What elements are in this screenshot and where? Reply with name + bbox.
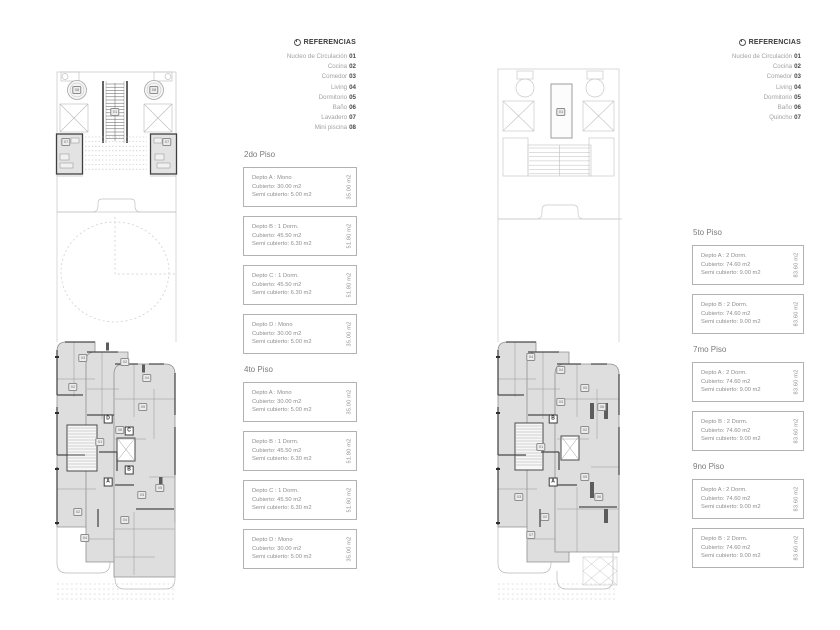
legend-item-label: Quincho: [769, 114, 793, 122]
apartment-total-area: [343, 315, 356, 353]
apartment-semi-covered-area: Semi cubierto: 6.30 m2: [252, 505, 312, 512]
room-number-marker: 01: [536, 443, 545, 451]
apartment-name: Depto A : Mono: [252, 175, 292, 181]
floor-heading: 4to Piso: [244, 365, 273, 374]
legend-item-label: Living: [330, 83, 348, 91]
legend-item-number: 04: [794, 83, 801, 91]
room-number-marker: 02: [73, 508, 82, 516]
apartment-covered-area: Cubierto: 74.60 m2: [701, 378, 751, 385]
apartment-total-area: [343, 168, 356, 206]
apartment-info-box: [243, 480, 357, 520]
legend-item-label: Mini piscina: [314, 124, 348, 132]
apartment-semi-covered-area: Semi cubierto: 9.00 m2: [701, 319, 761, 326]
apartment-name: Depto C : 1 Dorm.: [252, 273, 299, 279]
apartment-total-text: 35.00 m2: [346, 174, 353, 200]
apartment-name: Depto B : 1 Dorm.: [252, 224, 299, 230]
apartment-semi-covered-area: Semi cubierto: 6.30 m2: [252, 290, 312, 297]
legend-item-label: Lavadero: [321, 114, 348, 122]
legend-item: [669, 93, 801, 103]
legend-item-number: 06: [349, 104, 356, 112]
room-number-marker: 02: [580, 426, 589, 434]
north-indicator-icon: [294, 39, 301, 46]
legend-item: [224, 83, 356, 93]
apartment-total-text: 51.80 m2: [346, 487, 353, 513]
floor-plan-left: [54, 57, 179, 602]
room-number-marker: 08: [149, 86, 158, 94]
apartment-total-text: 51.80 m2: [346, 223, 353, 249]
apartment-total-area: [343, 481, 356, 519]
floor-section: [243, 150, 357, 354]
legend-item: [224, 103, 356, 113]
apartment-covered-area: Cubierto: 30.00 m2: [252, 398, 302, 405]
room-number-marker: 03: [137, 491, 146, 499]
room-number-marker: 02: [68, 383, 77, 391]
apartment-info-box: [692, 362, 804, 402]
floor-plan-right: [495, 57, 625, 602]
apartment-total-text: 35.00 m2: [346, 321, 353, 347]
apartment-total-area: [343, 432, 356, 470]
legend-item-label: Cocina: [327, 63, 348, 71]
legend-item-label: Cocina: [772, 63, 793, 71]
legend-item-label: Comedor: [321, 73, 348, 81]
legend-item-number: 01: [349, 53, 356, 60]
room-number-marker: 04: [120, 516, 129, 524]
apartment-covered-area: Cubierto: 30.00 m2: [252, 330, 302, 337]
apartment-total-text: 83.60 m2: [793, 418, 800, 444]
apartment-total-area: [343, 530, 356, 568]
floor-info-column-left: [243, 150, 357, 580]
legend-item: [669, 52, 801, 62]
legend-title: [669, 39, 801, 46]
apartment-name: Depto C : 1 Dorm.: [252, 488, 299, 494]
floor-heading: 9no Piso: [693, 462, 725, 471]
north-indicator-icon: [739, 39, 746, 46]
unit-letter-marker: A: [104, 478, 113, 487]
apartment-total-text: 83.60 m2: [793, 369, 800, 395]
apartment-total-area: [790, 529, 803, 567]
apartment-info-box: [243, 216, 357, 256]
plan-right-markers: [495, 57, 625, 602]
room-number-marker: 05: [138, 403, 147, 411]
apartment-name: Depto A : Mono: [252, 390, 292, 396]
apartment-semi-covered-area: Semi cubierto: 9.00 m2: [701, 504, 761, 511]
apartment-info-box: [692, 294, 804, 334]
legend-item-number: 07: [349, 114, 356, 122]
room-number-marker: 06: [597, 403, 606, 411]
apartment-covered-area: Cubierto: 74.60 m2: [701, 427, 751, 434]
room-number-marker: 06: [115, 426, 124, 434]
apartment-semi-covered-area: Semi cubierto: 5.00 m2: [252, 554, 312, 561]
room-number-marker: 02: [120, 358, 129, 366]
apartment-total-area: [343, 383, 356, 421]
unit-letter-marker: B: [549, 415, 558, 424]
room-number-marker: 04: [556, 366, 565, 374]
room-number-marker: 02: [540, 513, 549, 521]
unit-letter-marker: C: [125, 427, 134, 436]
legend-item-number: 01: [794, 53, 801, 60]
apartment-name: Depto A : 2 Dorm.: [701, 487, 747, 493]
floor-heading: 2do Piso: [244, 150, 276, 159]
apartment-info-box: [243, 265, 357, 305]
floor-section: [692, 462, 804, 568]
legend-item-number: 05: [794, 93, 801, 101]
room-number-marker: 03: [514, 493, 523, 501]
apartment-total-area: [790, 246, 803, 284]
apartment-info-box: [692, 245, 804, 285]
apartment-info-box: [243, 431, 357, 471]
apartment-semi-covered-area: Semi cubierto: 6.30 m2: [252, 241, 312, 248]
apartment-name: Depto A : 2 Dorm.: [701, 253, 747, 259]
floor-info-column-right: [692, 228, 804, 579]
apartment-name: Depto B : 2 Dorm.: [701, 536, 748, 542]
unit-letter-marker: B: [125, 466, 134, 475]
legend-item: [224, 123, 356, 133]
legend-item: [669, 113, 801, 123]
room-number-marker: 06: [594, 493, 603, 501]
floor-heading: 5to Piso: [693, 228, 722, 237]
room-number-marker: 05: [580, 384, 589, 392]
apartment-total-area: [790, 295, 803, 333]
apartment-total-text: 35.00 m2: [346, 536, 353, 562]
apartment-total-text: 51.80 m2: [346, 438, 353, 464]
apartment-info-box: [243, 167, 357, 207]
room-number-marker: 07: [526, 531, 535, 539]
legend-item: [224, 52, 356, 62]
apartment-info-box: [692, 528, 804, 568]
room-number-marker: 01: [556, 108, 565, 116]
apartment-name: Depto B : 2 Dorm.: [701, 302, 748, 308]
apartment-info-box: [692, 479, 804, 519]
apartment-covered-area: Cubierto: 74.60 m2: [701, 310, 751, 317]
floor-section: [243, 365, 357, 569]
legend-item: [669, 62, 801, 72]
apartment-total-area: [343, 266, 356, 304]
apartment-total-area: [790, 363, 803, 401]
apartment-covered-area: Cubierto: 45.50 m2: [252, 447, 302, 454]
legend-title-text: REFERENCIAS: [748, 39, 801, 46]
apartment-total-text: 51.80 m2: [346, 272, 353, 298]
legend-item-label: Nucleo de Circulación: [286, 53, 348, 60]
room-number-marker: 07: [61, 138, 70, 146]
legend-item-label: Nucleo de Circulación: [731, 53, 793, 60]
room-number-marker: 05: [155, 484, 164, 492]
room-number-marker: 01: [95, 438, 104, 446]
apartment-name: Depto D : Mono: [252, 322, 293, 328]
apartment-name: Depto B : 2 Dorm.: [701, 419, 748, 425]
apartment-name: Depto B : 1 Dorm.: [252, 439, 299, 445]
room-number-marker: 04: [526, 353, 535, 361]
apartment-semi-covered-area: Semi cubierto: 6.30 m2: [252, 456, 312, 463]
legend-item: [224, 72, 356, 82]
room-number-marker: 01: [110, 108, 119, 116]
room-number-marker: 08: [72, 86, 81, 94]
apartment-covered-area: Cubierto: 74.60 m2: [701, 495, 751, 502]
apartment-semi-covered-area: Semi cubierto: 9.00 m2: [701, 270, 761, 277]
apartment-total-text: 83.60 m2: [793, 301, 800, 327]
unit-letter-marker: A: [549, 478, 558, 487]
floor-section: [692, 345, 804, 451]
apartment-semi-covered-area: Semi cubierto: 5.00 m2: [252, 192, 312, 199]
room-number-marker: 04: [142, 374, 151, 382]
legend-left: [224, 39, 356, 134]
legend-item: [224, 62, 356, 72]
apartment-info-box: [692, 411, 804, 451]
legend-item-number: 07: [794, 114, 801, 122]
legend-item: [224, 93, 356, 103]
legend-item-number: 02: [794, 63, 801, 71]
legend-item: [669, 103, 801, 113]
apartment-info-box: [243, 382, 357, 422]
plan-left-markers: [54, 57, 179, 602]
apartment-total-text: 83.60 m2: [793, 535, 800, 561]
apartment-info-box: [243, 314, 357, 354]
apartment-covered-area: Cubierto: 45.50 m2: [252, 496, 302, 503]
apartment-covered-area: Cubierto: 45.50 m2: [252, 281, 302, 288]
apartment-covered-area: Cubierto: 30.00 m2: [252, 545, 302, 552]
legend-item-number: 08: [349, 124, 356, 132]
apartment-name: Depto D : Mono: [252, 537, 293, 543]
legend-item-number: 06: [794, 104, 801, 112]
apartment-covered-area: Cubierto: 74.60 m2: [701, 544, 751, 551]
floor-section: [692, 228, 804, 334]
legend-item-number: 04: [349, 83, 356, 91]
legend-title-text: REFERENCIAS: [303, 39, 356, 46]
legend-item-number: 05: [349, 93, 356, 101]
apartment-covered-area: Cubierto: 30.00 m2: [252, 183, 302, 190]
legend-item-label: Living: [775, 83, 793, 91]
room-number-marker: 03: [556, 398, 565, 406]
apartment-semi-covered-area: Semi cubierto: 5.00 m2: [252, 339, 312, 346]
legend-item-number: 02: [349, 63, 356, 71]
legend-item: [669, 72, 801, 82]
apartment-info-box: [243, 529, 357, 569]
legend-item-label: Baño: [777, 104, 793, 112]
room-number-marker: 07: [162, 138, 171, 146]
apartment-total-text: 83.60 m2: [793, 252, 800, 278]
legend-item: [224, 113, 356, 123]
legend-item-label: Baño: [332, 104, 348, 112]
apartment-semi-covered-area: Semi cubierto: 9.00 m2: [701, 436, 761, 443]
legend-item-number: 03: [794, 73, 801, 81]
legend-title: [224, 39, 356, 46]
floor-heading: 7mo Piso: [693, 345, 727, 354]
apartment-name: Depto A : 2 Dorm.: [701, 370, 747, 376]
legend-right: [669, 39, 801, 123]
legend-item-label: Dormitorio: [763, 93, 793, 101]
legend-item-number: 03: [349, 73, 356, 81]
apartment-total-text: 35.00 m2: [346, 389, 353, 415]
apartment-total-area: [343, 217, 356, 255]
apartment-covered-area: Cubierto: 74.60 m2: [701, 261, 751, 268]
apartment-covered-area: Cubierto: 45.50 m2: [252, 232, 302, 239]
room-number-marker: 03: [78, 354, 87, 362]
apartment-semi-covered-area: Semi cubierto: 9.00 m2: [701, 553, 761, 560]
room-number-marker: 05: [580, 473, 589, 481]
apartment-total-area: [790, 480, 803, 518]
room-number-marker: 04: [80, 534, 89, 542]
legend-item-label: Comedor: [766, 73, 793, 81]
unit-letter-marker: D: [104, 415, 113, 424]
apartment-semi-covered-area: Semi cubierto: 5.00 m2: [252, 407, 312, 414]
apartment-total-text: 83.60 m2: [793, 486, 800, 512]
legend-item: [669, 83, 801, 93]
apartment-semi-covered-area: Semi cubierto: 9.00 m2: [701, 387, 761, 394]
legend-item-label: Dormitorio: [318, 93, 348, 101]
apartment-total-area: [790, 412, 803, 450]
